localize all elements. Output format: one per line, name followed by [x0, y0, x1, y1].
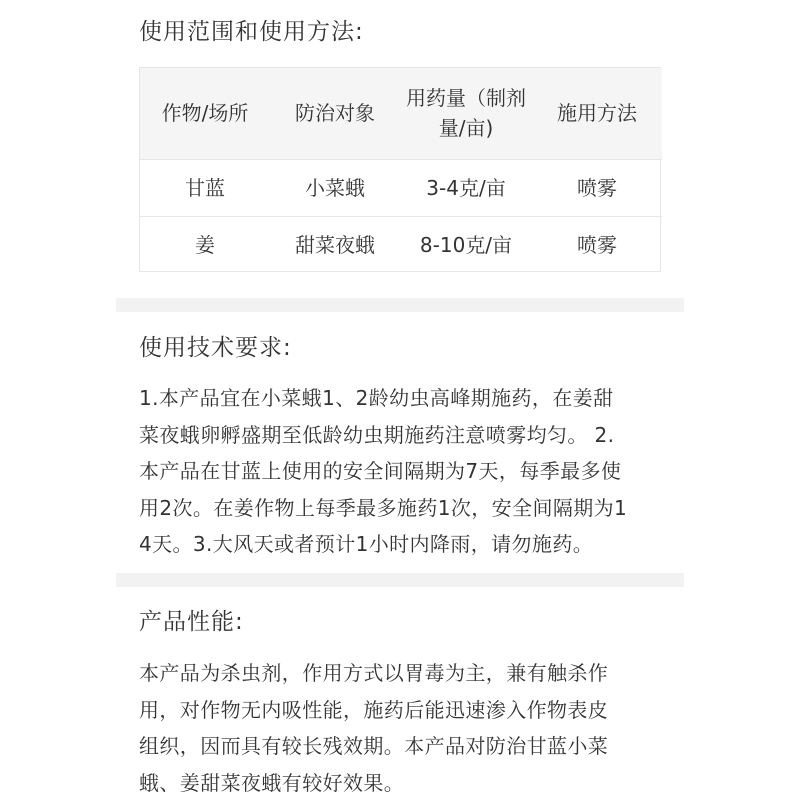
technical-requirements-heading: 使用技术要求:: [139, 335, 292, 361]
cell-crop: 甘蓝: [185, 175, 225, 200]
cell-target: 小菜蛾: [305, 175, 365, 200]
text-line: 本产品在甘蓝上使用的安全间隔期为7天，每季最多使: [139, 459, 622, 483]
cell-method: 喷雾: [577, 232, 617, 257]
table-header-row: [140, 68, 662, 159]
text-line: 组织，因而具有较长残效期。本产品对防治甘蓝小菜: [139, 734, 609, 758]
usage-table: [139, 67, 661, 272]
header-target: 防治对象: [295, 101, 375, 126]
cell-dose: 3-4克/亩: [426, 175, 506, 200]
text-line: 用，对作物无内吸性能，施药后能迅速渗入作物表皮: [139, 697, 609, 722]
header-dose: [400, 68, 532, 159]
header-dose-line-1: 用药量（制剂: [406, 86, 526, 111]
text-line: 本产品为杀虫剂，作用方式以胃毒为主，兼有触杀作: [139, 661, 609, 685]
technical-requirements-text: [139, 380, 669, 563]
cell-dose: 8-10克/亩: [419, 232, 513, 257]
table-row: [140, 216, 662, 273]
product-performance-text: [139, 655, 669, 800]
section-divider: [116, 573, 684, 587]
cell-method: 喷雾: [577, 175, 617, 200]
header-crop: 作物/场所: [161, 101, 249, 126]
text-line: 用2次。在姜作物上每季最多施药1次，安全间隔期为1: [139, 495, 628, 520]
header-dose-line-2: 量/亩): [438, 116, 494, 141]
text-line: 1.本产品宜在小菜蛾1、2龄幼虫高峰期施药，在姜甜: [139, 386, 614, 410]
text-line: 蛾、姜甜菜夜蛾有较好效果。: [139, 770, 405, 795]
section-divider: [116, 298, 684, 312]
header-method: 施用方法: [557, 101, 637, 126]
text-line: 菜夜蛾卵孵盛期至低龄幼虫期施药注意喷雾均匀。 2.: [139, 422, 615, 447]
cell-crop: 姜: [195, 232, 215, 257]
usage-scope-heading: 使用范围和使用方法:: [139, 19, 364, 45]
cell-target: 甜菜夜蛾: [295, 232, 375, 257]
text-line: 4天。3.大风天或者预计1小时内降雨，请勿施药。: [139, 532, 594, 556]
table-row: [140, 159, 662, 216]
product-performance-heading: 产品性能:: [139, 609, 244, 635]
